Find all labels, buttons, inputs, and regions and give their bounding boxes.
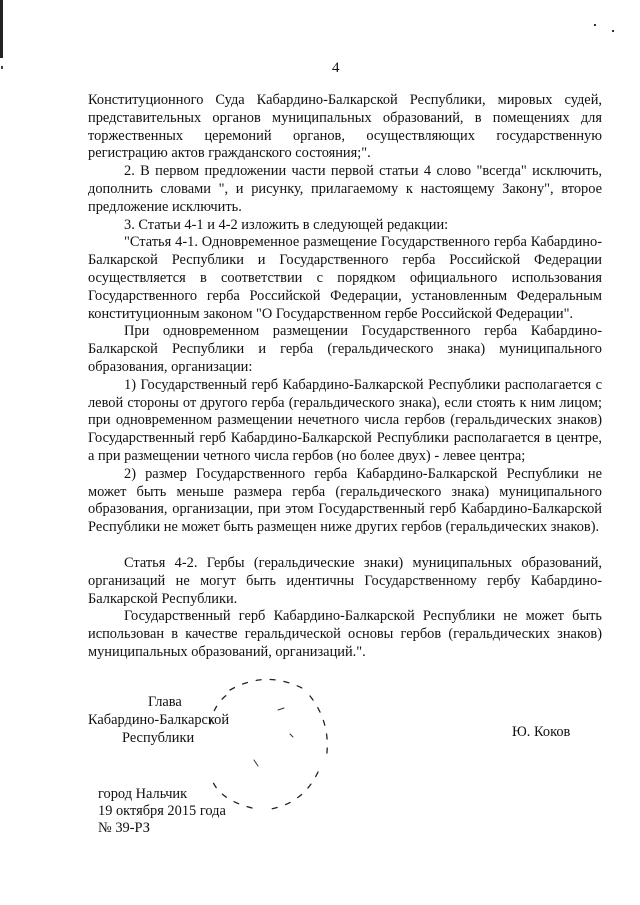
scan-speck <box>594 24 596 26</box>
body-paragraph: 2. В первом предложении части первой статьи 4 слово "всегда" исключить, дополнить словами ", и рисунку, прилагаемому к настоящему Закону", второе предложение исключить. <box>88 163 602 215</box>
document-body <box>88 92 602 662</box>
scan-speck <box>612 30 614 32</box>
scan-edge-mark <box>0 0 3 58</box>
body-paragraph: Государственный герб Кабардино-Балкарской Республики не может быть использован в качестве геральдической основы гербов (геральдических знаков) муниципальных образований, организаций.". <box>88 608 602 660</box>
body-paragraph: 2) размер Государственного герба Кабардино-Балкарской Республики не может быть меньше размера герба (геральдического знака) муниципального образования, организации, при этом Государственный герб Кабардино-Балкарской Республики не может быть размещен ниже других гербов (геральдических знаков). <box>88 465 602 536</box>
body-paragraph: Конституционного Суда Кабардино-Балкарской Республики, мировых судей, представительных органов муниципальных образований, в помещениях для торжественных церемоний органов, осуществляющих государственную регистрацию актов гражданского состояния;". <box>88 92 602 162</box>
body-paragraph: 1) Государственный герб Кабардино-Балкарской Республики располагается с левой стороны от другого герба (геральдического знака), если стоять к ним лицом; при одновременном размещении нечетного числа гербов (геральдических знаков) Государственный герб Кабардино-Балкарской Республики располагается в центре, а при размещении четного числа гербов (но более двух) - левее центра; <box>88 376 602 464</box>
body-paragraph: 3. Статьи 4-1 и 4-2 изложить в следующей редакции: <box>124 216 449 233</box>
body-paragraph: Статья 4-2. Гербы (геральдические знаки) муниципальных образований, организаций не могут быть идентичны Государственному гербу Кабардино-Балкарской Республики. <box>88 554 602 607</box>
city: город Нальчик <box>98 786 188 802</box>
signatory-title-line: Кабардино-Балкарской <box>88 711 230 728</box>
signatory-title <box>88 694 229 747</box>
date: 19 октября 2015 года <box>98 803 226 819</box>
signatory-title-line: Глава <box>148 694 182 710</box>
page-number: 4 <box>332 60 340 76</box>
signatory-title-line: Республики <box>122 729 195 746</box>
body-paragraph: При одновременном размещении Государственного герба Кабардино-Балкарской Республики и герба (геральдического знака) муниципального образования, организации: <box>88 323 602 375</box>
signatory-name: Ю. Коков <box>512 724 571 740</box>
law-number: № 39-РЗ <box>98 820 150 836</box>
body-paragraph: "Статья 4-1. Одновременное размещение Государственного герба Кабардино-Балкарской Республики и Государственного герба Российской Федерации осуществляется в соответствии с порядком официального использования Государственного герба Российской Федерации, установленным Федеральным конституционным законом "О Государственном гербе Российской Федерации". <box>88 234 602 322</box>
scan-edge-dot <box>1 66 3 69</box>
place-date-number <box>98 786 226 837</box>
